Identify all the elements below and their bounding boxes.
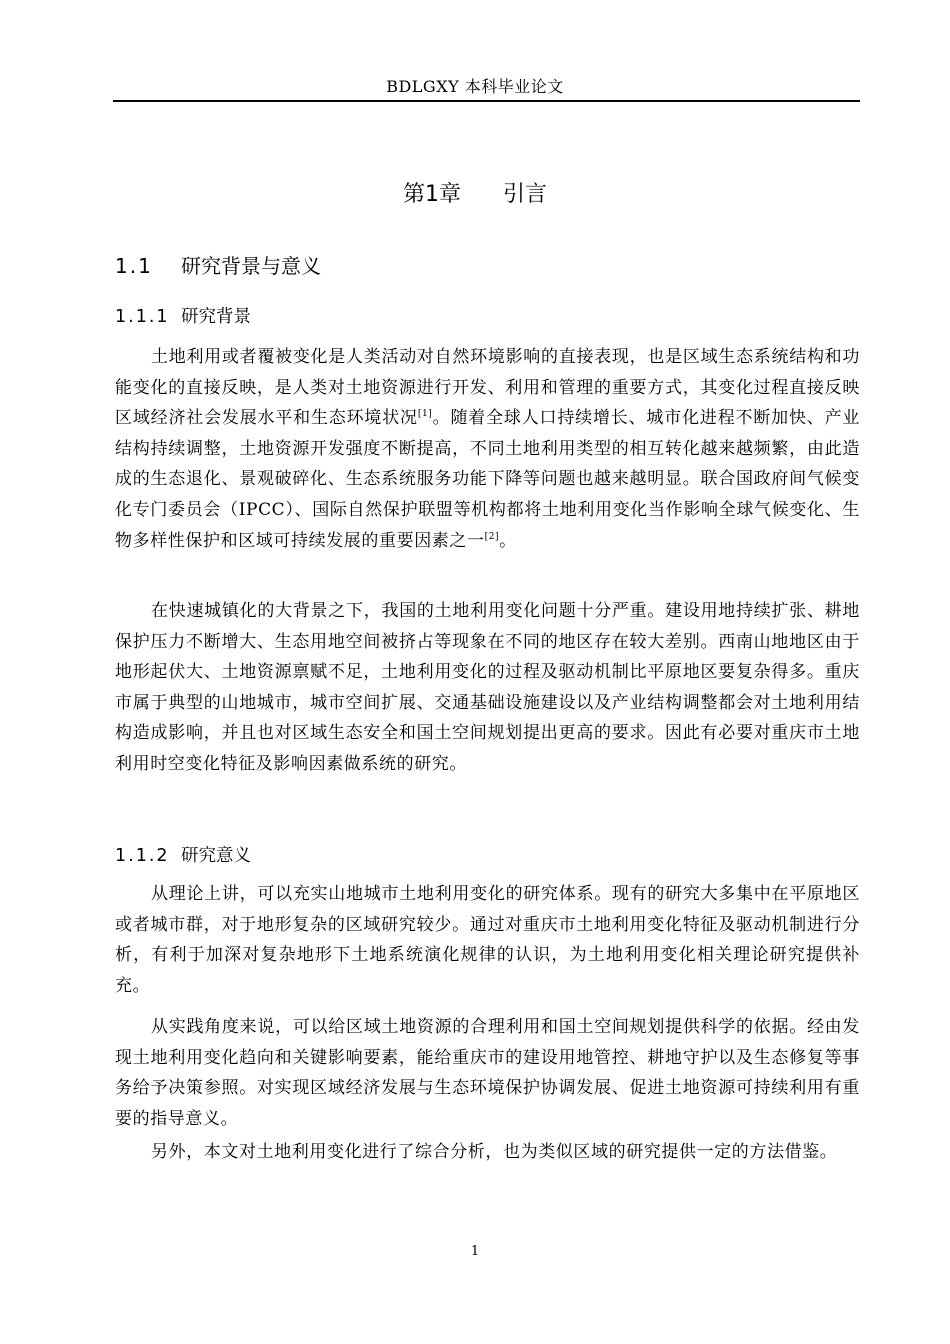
paragraph: 在快速城镇化的大背景之下，我国的土地利用变化问题十分严重。建设用地持续扩张、耕地保护压力不断增大、生态用地空间被挤占等现象在不同的地区存在较大差别。西南山地地区由于地形起伏大、土地资源禀赋不足，土地利用变化的过程及驱动机制比平原地区要复杂得多。重庆市属于典型的山地城市，城市空间扩展、交通基础设施建设以及产业结构调整都会对土地利用结构造成影响，并且也对区域生态安全和国土空间规划提出更高的要求。因此有必要对重庆市土地利用时空变化特征及影响因素做系统的研究。 xyxy=(115,601,860,774)
paragraph: 从理论上讲，可以充实山地城市土地利用变化的研究体系。现有的研究大多集中在平原地区或者城市群，对于地形复杂的区域研究较少。通过对重庆市土地利用变化特征及驱动机制进行分析，有利于加深对复杂地形下土地系统演化规律的认识，为土地利用变化相关理论研究提供补充。 xyxy=(115,884,860,996)
subsection-heading xyxy=(115,304,251,330)
subsection-number: 1.1.1 xyxy=(115,307,170,327)
section-heading xyxy=(115,252,321,280)
chapter-number: 第1章 xyxy=(402,182,461,207)
citation: [2] xyxy=(484,531,500,542)
header-rule xyxy=(113,100,860,102)
chapter-title xyxy=(0,178,950,212)
subsection-title: 研究背景 xyxy=(181,307,251,327)
subsection-number: 1.1.2 xyxy=(115,846,170,866)
chapter-name: 引言 xyxy=(502,182,547,207)
subsection-heading xyxy=(115,843,251,869)
page-number: 1 xyxy=(470,1244,480,1259)
section-number: 1.1 xyxy=(115,254,153,278)
citation: [1] xyxy=(417,409,433,420)
running-header: BDLGXY 本科毕业论文 xyxy=(386,77,564,96)
paragraph: 另外，本文对土地利用变化进行了综合分析，也为类似区域的研究提供一定的方法借鉴。 xyxy=(151,1142,838,1162)
paragraph: 从实践角度来说，可以给区域土地资源的合理利用和国土空间规划提供科学的依据。经由发现土地利用变化趋向和关键影响要素，能给重庆市的建设用地管控、耕地守护以及生态修复等事务给予决策参照。对实现区域经济发展与生态环境保护协调发展、促进土地资源可持续利用有重要的指导意义。 xyxy=(115,1017,860,1129)
subsection-title: 研究意义 xyxy=(181,846,251,866)
paragraph: 土地利用或者覆被变化是人类活动对自然环境影响的直接表现，也是区域生态系统结构和功能变化的直接反映，是人类对土地资源进行开发、利用和管理的重要方式，其变化过程直接反映区域经济社会发展水平和生态环境状况[1]。随着全球人口持续增长、城市化进程不断加快、产业结构持续调整，土地资源开发强度不断提高，不同土地利用类型的相互转化越来越频繁，由此造成的生态退化、景观破碎化、生态系统服务功能下降等问题也越来越明显。联合国政府间气候变化专门委员会（IPCC）、国际自然保护联盟等机构都将土地利用变化当作影响全球气候变化、生物多样性保护和区域可持续发展的重要因素之一[2]。 xyxy=(115,347,861,551)
section-title: 研究背景与意义 xyxy=(181,254,321,278)
